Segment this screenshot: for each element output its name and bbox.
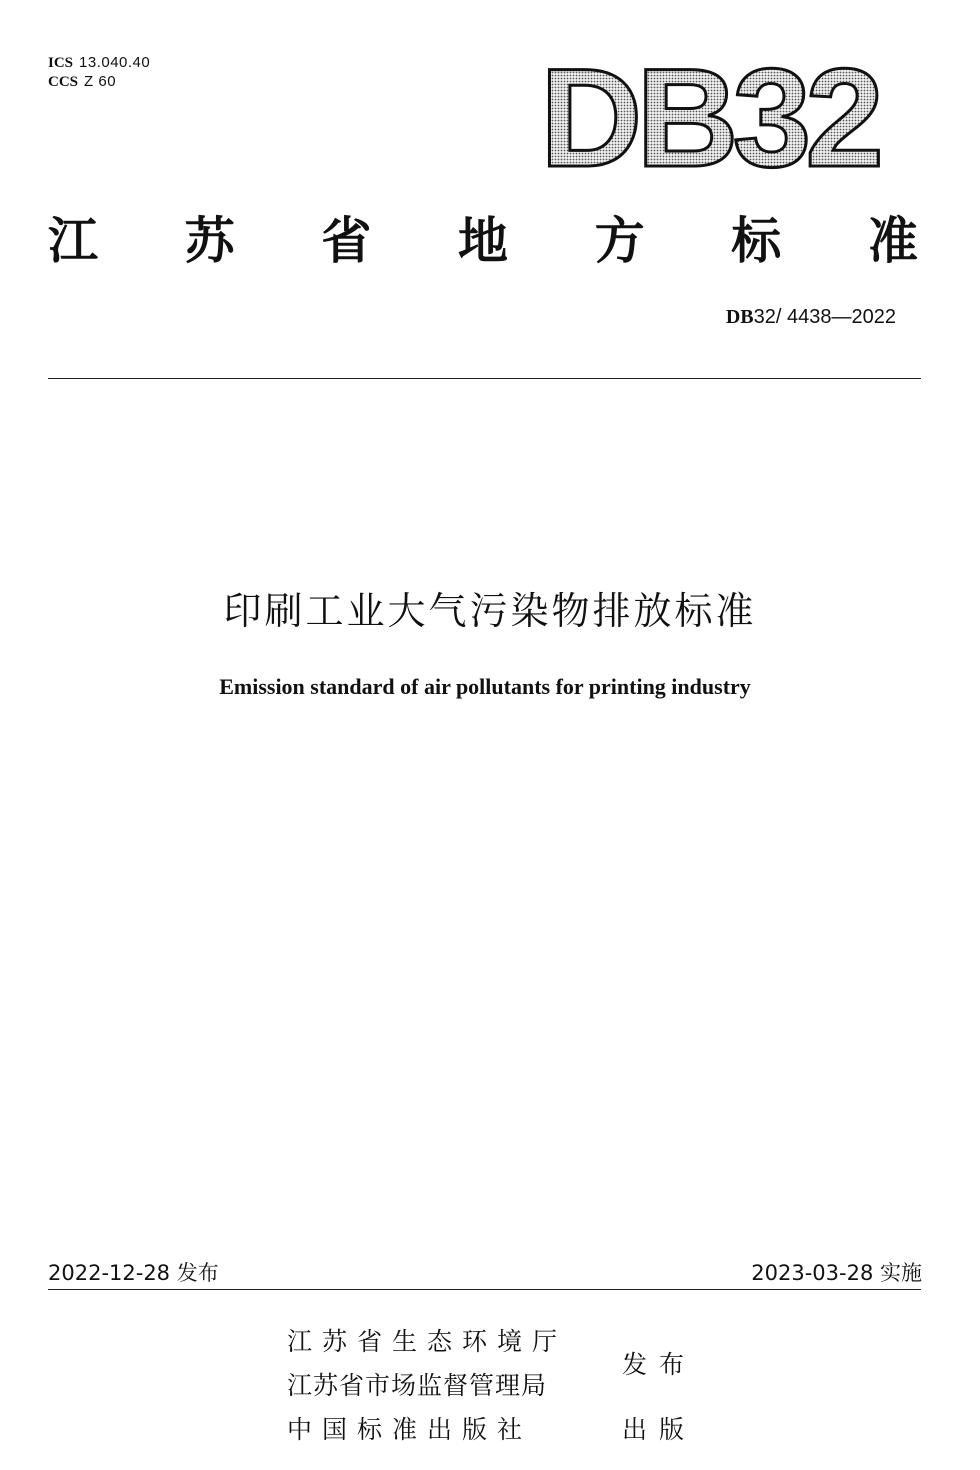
issue-label: 发布 (622, 1350, 697, 1379)
ccs-value: Z 60 (84, 73, 117, 90)
standard-number-prefix: DB (725, 306, 754, 328)
standard-type-heading (48, 205, 918, 269)
bottom-divider (48, 1289, 921, 1290)
standard-number (726, 306, 896, 329)
english-title: Emission standard of air pollutants for printing industry (219, 674, 751, 699)
publish-label: 出版 (622, 1415, 697, 1444)
db32-logo (536, 50, 886, 180)
standard-type-char: 江 (48, 212, 98, 270)
ccs-label: CCS (48, 74, 79, 90)
ics-code (48, 54, 150, 72)
publisher-market-regulation: 江苏省市场监督管理局 (287, 1371, 548, 1400)
standard-type-char: 苏 (184, 212, 235, 270)
issue-date: 2022-12-28 发布 (48, 1261, 219, 1285)
ics-label: ICS (48, 55, 74, 71)
publisher-standards-press: 中国标准出版社 (287, 1415, 533, 1444)
standard-type-char: 省 (321, 212, 372, 270)
standard-type-char: 标 (731, 212, 782, 270)
ics-value: 13.040.40 (79, 54, 151, 71)
publisher-environment-dept: 江苏省生态环境厅 (287, 1327, 568, 1356)
standard-type-char: 地 (457, 212, 508, 270)
standard-number-rest: 32/ 4438—2022 (753, 306, 896, 328)
implementation-date: 2023-03-28 实施 (751, 1261, 922, 1285)
db32-logo-text: DB32 (540, 50, 880, 180)
ccs-code (48, 73, 116, 91)
standard-type-char: 方 (594, 212, 645, 270)
chinese-title: 印刷工业大气污染物排放标准 (223, 589, 757, 633)
standard-type-char: 准 (867, 212, 918, 270)
top-divider (48, 378, 921, 379)
db32-logo-graphic (536, 50, 886, 180)
